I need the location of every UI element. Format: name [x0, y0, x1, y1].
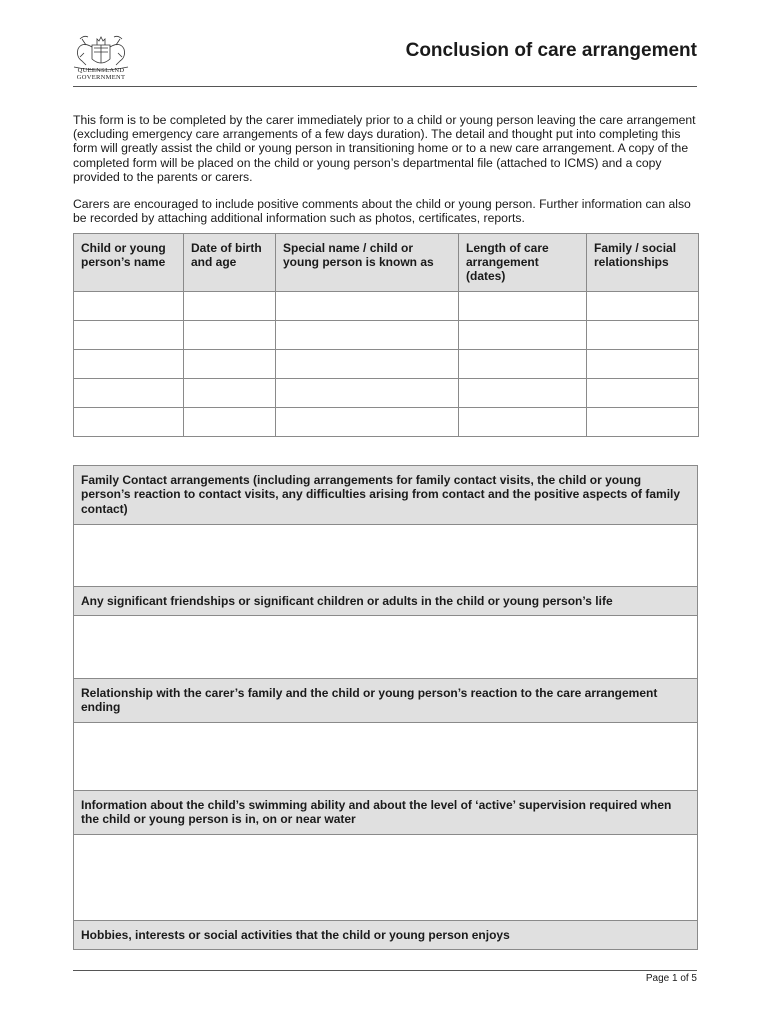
carer-relationship-field[interactable]	[74, 723, 698, 791]
friendships-field[interactable]	[74, 616, 698, 679]
table-row	[74, 408, 699, 437]
details-sections-table	[73, 465, 698, 950]
relationships-cell[interactable]	[587, 321, 699, 350]
logo-text-line1: QUEENSLAND	[77, 67, 125, 74]
name-cell[interactable]	[74, 350, 184, 379]
column-header-relationships: Family / social relationships	[587, 234, 699, 292]
length-cell[interactable]	[459, 292, 587, 321]
document-title: Conclusion of care arrangement	[405, 40, 697, 61]
column-header-name: Child or young person’s name	[74, 234, 184, 292]
title-divider	[73, 86, 697, 87]
length-cell[interactable]	[459, 408, 587, 437]
table-row	[74, 350, 699, 379]
relationships-cell[interactable]	[587, 292, 699, 321]
special-name-cell[interactable]	[276, 292, 459, 321]
length-cell[interactable]	[459, 350, 587, 379]
logo-text-line2: GOVERNMENT	[76, 74, 126, 81]
relationships-cell[interactable]	[587, 350, 699, 379]
dob-cell[interactable]	[184, 408, 276, 437]
name-cell[interactable]	[74, 321, 184, 350]
column-header-length: Length of care arrangement (dates)	[459, 234, 587, 292]
table-row	[74, 321, 699, 350]
dob-cell[interactable]	[184, 379, 276, 408]
name-cell[interactable]	[74, 292, 184, 321]
table-row	[74, 379, 699, 408]
family-contact-field[interactable]	[74, 525, 698, 587]
section-heading-carer-relationship: Relationship with the carer’s family and the child or young person’s reaction to the care arrangement ending	[74, 679, 698, 723]
page-number: Page 1 of 5	[645, 973, 697, 984]
intro-paragraph-2: Carers are encouraged to include positive comments about the child or young person. Further information can also be recorded by attaching additional information such as photos, certificates, reports.	[73, 197, 691, 226]
section-heading-swimming: Information about the child’s swimming ability and about the level of ‘active’ supervision required when the child or young person is in, on or near water	[74, 791, 698, 835]
length-cell[interactable]	[459, 379, 587, 408]
dob-cell[interactable]	[184, 292, 276, 321]
child-details-table	[73, 233, 699, 437]
swimming-field[interactable]	[74, 835, 698, 921]
table-row	[74, 292, 699, 321]
dob-cell[interactable]	[184, 350, 276, 379]
column-header-special-name: Special name / child or young person is known as	[276, 234, 459, 292]
intro-text	[73, 113, 698, 238]
special-name-cell[interactable]	[276, 350, 459, 379]
name-cell[interactable]	[74, 379, 184, 408]
relationships-cell[interactable]	[587, 379, 699, 408]
table-header-row	[74, 234, 699, 292]
name-cell[interactable]	[74, 408, 184, 437]
section-heading-hobbies: Hobbies, interests or social activities that the child or young person enjoys	[74, 921, 698, 950]
relationships-cell[interactable]	[587, 408, 699, 437]
logo-wordmark	[70, 67, 132, 81]
special-name-cell[interactable]	[276, 321, 459, 350]
special-name-cell[interactable]	[276, 379, 459, 408]
intro-paragraph-1: This form is to be completed by the carer immediately prior to a child or young person leaving the care arrangement (excluding emergency care arrangements of a few days duration). The detail and thought put into completing this form will greatly assist the child or young person in transitioning home or to a new care arrangement. A copy of the completed form will be placed on the child or young person’s departmental file (attached to ICMS) and a copy provided to the parents or carers.	[73, 113, 696, 184]
dob-cell[interactable]	[184, 321, 276, 350]
special-name-cell[interactable]	[276, 408, 459, 437]
column-header-dob: Date of birth and age	[184, 234, 276, 292]
section-heading-family-contact: Family Contact arrangements (including arrangements for family contact visits, the child or young person’s reaction to contact visits, any difficulties arising from contact and the positive aspects of family contact)	[74, 466, 698, 525]
length-cell[interactable]	[459, 321, 587, 350]
section-heading-friendships: Any significant friendships or significant children or adults in the child or young person’s life	[74, 587, 698, 616]
footer-divider	[73, 970, 697, 971]
